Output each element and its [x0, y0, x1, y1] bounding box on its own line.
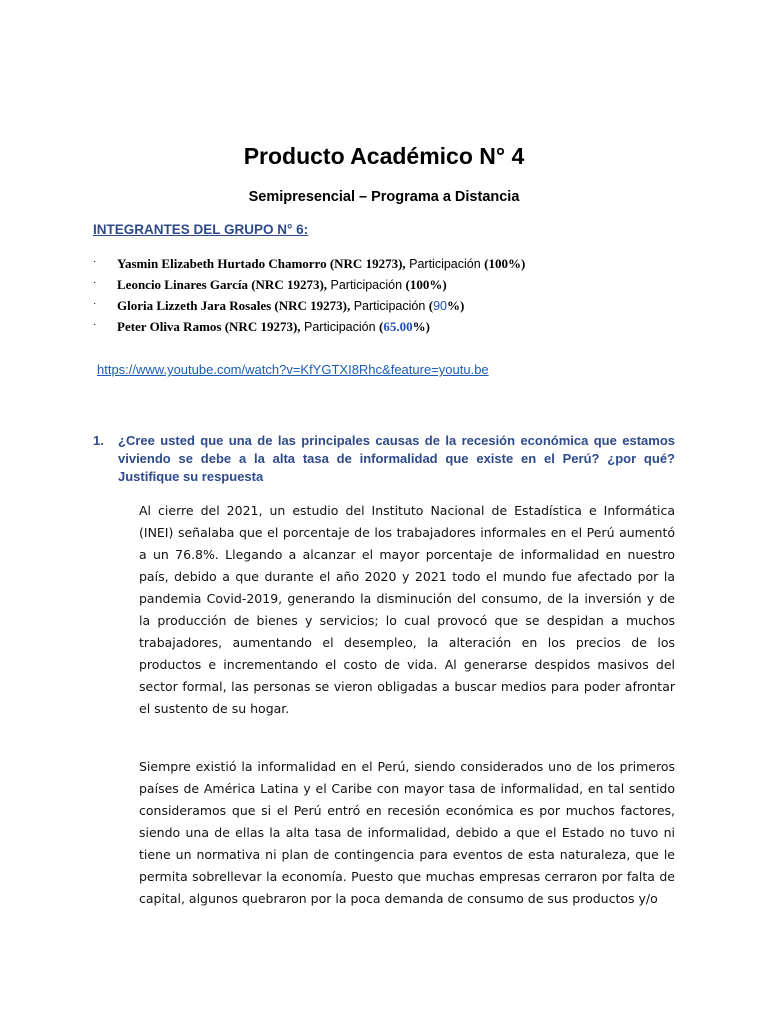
document-subtitle: Semipresencial – Programa a Distancia	[248, 189, 520, 205]
member-list	[93, 256, 693, 340]
paren-open: (	[379, 319, 384, 334]
video-link[interactable]: https://www.youtube.com/watch?v=KfYGTXI8Rhc&feature=youtu.be	[97, 362, 489, 377]
list-item	[93, 298, 693, 319]
paragraph-text: Al cierre del 2021, un estudio del Instituto Nacional de Estadística e Informática (INEI) señalaba que el porcentaje de los trabajadores informales en el Perú aumentó a un 76.8%. Llegando a alcanzar el mayor porcentaje de informalidad en nuestro país, debido a que durante el año 2020 y 2021 todo el mundo fue afectado por la pandemia Covid-2019, generando la disminución del consumo, de la inversión y de la producción de bienes y servicios; lo cual provocó que se despidan a muchos trabajadores, aumentando el desempleo, la alteración en los precios de los productos e incrementando el costo de vida. Al generarse despidos masivos del sector formal, las personas se vieron obligadas a buscar medios para poder afrontar el sustento de su hogar.	[139, 503, 675, 716]
bullet-icon: ·	[93, 319, 97, 330]
answer-paragraph-1	[139, 500, 675, 720]
participation-label: Participación	[300, 320, 380, 334]
paren-open: (	[405, 277, 410, 292]
participation-label: Participación	[327, 278, 406, 292]
participation-label: Participación	[350, 299, 429, 313]
document-title: Producto Académico N° 4	[243, 143, 525, 169]
paragraph-text: Siempre existió la informalidad en el Perú, siendo considerados uno de los primeros países de América Latina y el Caribe con mayor tasa de informalidad, en tal sentido consideramos que si el Perú entró en recesión económica es por muchos factores, siendo una de ellas la alta tasa de informalidad, debido a que el Estado no tuvo ni tiene un normativa ni plan de contingencia para eventos de esta naturaleza, que le permita sobrellevar la economía. Puesto que muchas empresas cerraron por falta de capital, algunos quebraron por la poca demanda de consumo de sus productos y/o	[139, 759, 675, 906]
member-name: Leoncio Linares García (NRC 19273),	[117, 277, 328, 292]
answer-paragraph-2	[139, 756, 675, 910]
participation-value: 100%	[488, 256, 522, 271]
member-name: Gloria Lizzeth Jara Rosales (NRC 19273),	[117, 298, 351, 313]
paren-close: )	[521, 256, 526, 271]
question-number: 1.	[93, 433, 104, 448]
bullet-icon: ·	[93, 298, 97, 309]
paren-close: )	[442, 277, 447, 292]
participation-label: Participación	[405, 257, 485, 271]
question-1	[93, 432, 675, 486]
list-item	[93, 256, 693, 277]
paren-close: %)	[447, 298, 465, 313]
participation-value: 90	[433, 299, 448, 313]
paren-open: (	[484, 256, 489, 271]
bullet-icon: ·	[93, 256, 97, 267]
question-text: ¿Cree usted que una de las principales causas de la recesión económica que estamos viviendo se debe a la alta tasa de informalidad que existe en el Perú? ¿por qué? Justifique su respuesta	[118, 433, 675, 484]
list-item	[93, 319, 693, 340]
participation-value: 100%	[409, 277, 443, 292]
member-name: Yasmin Elizabeth Hurtado Chamorro (NRC 19273),	[117, 256, 406, 271]
bullet-icon: ·	[93, 277, 97, 288]
paren-close: %)	[412, 319, 430, 334]
paren-open: (	[428, 298, 434, 313]
member-name: Peter Oliva Ramos (NRC 19273),	[117, 319, 301, 334]
participation-value: 65.00	[383, 319, 413, 334]
group-heading: INTEGRANTES DEL GRUPO N° 6:	[93, 222, 309, 237]
list-item	[93, 277, 693, 298]
